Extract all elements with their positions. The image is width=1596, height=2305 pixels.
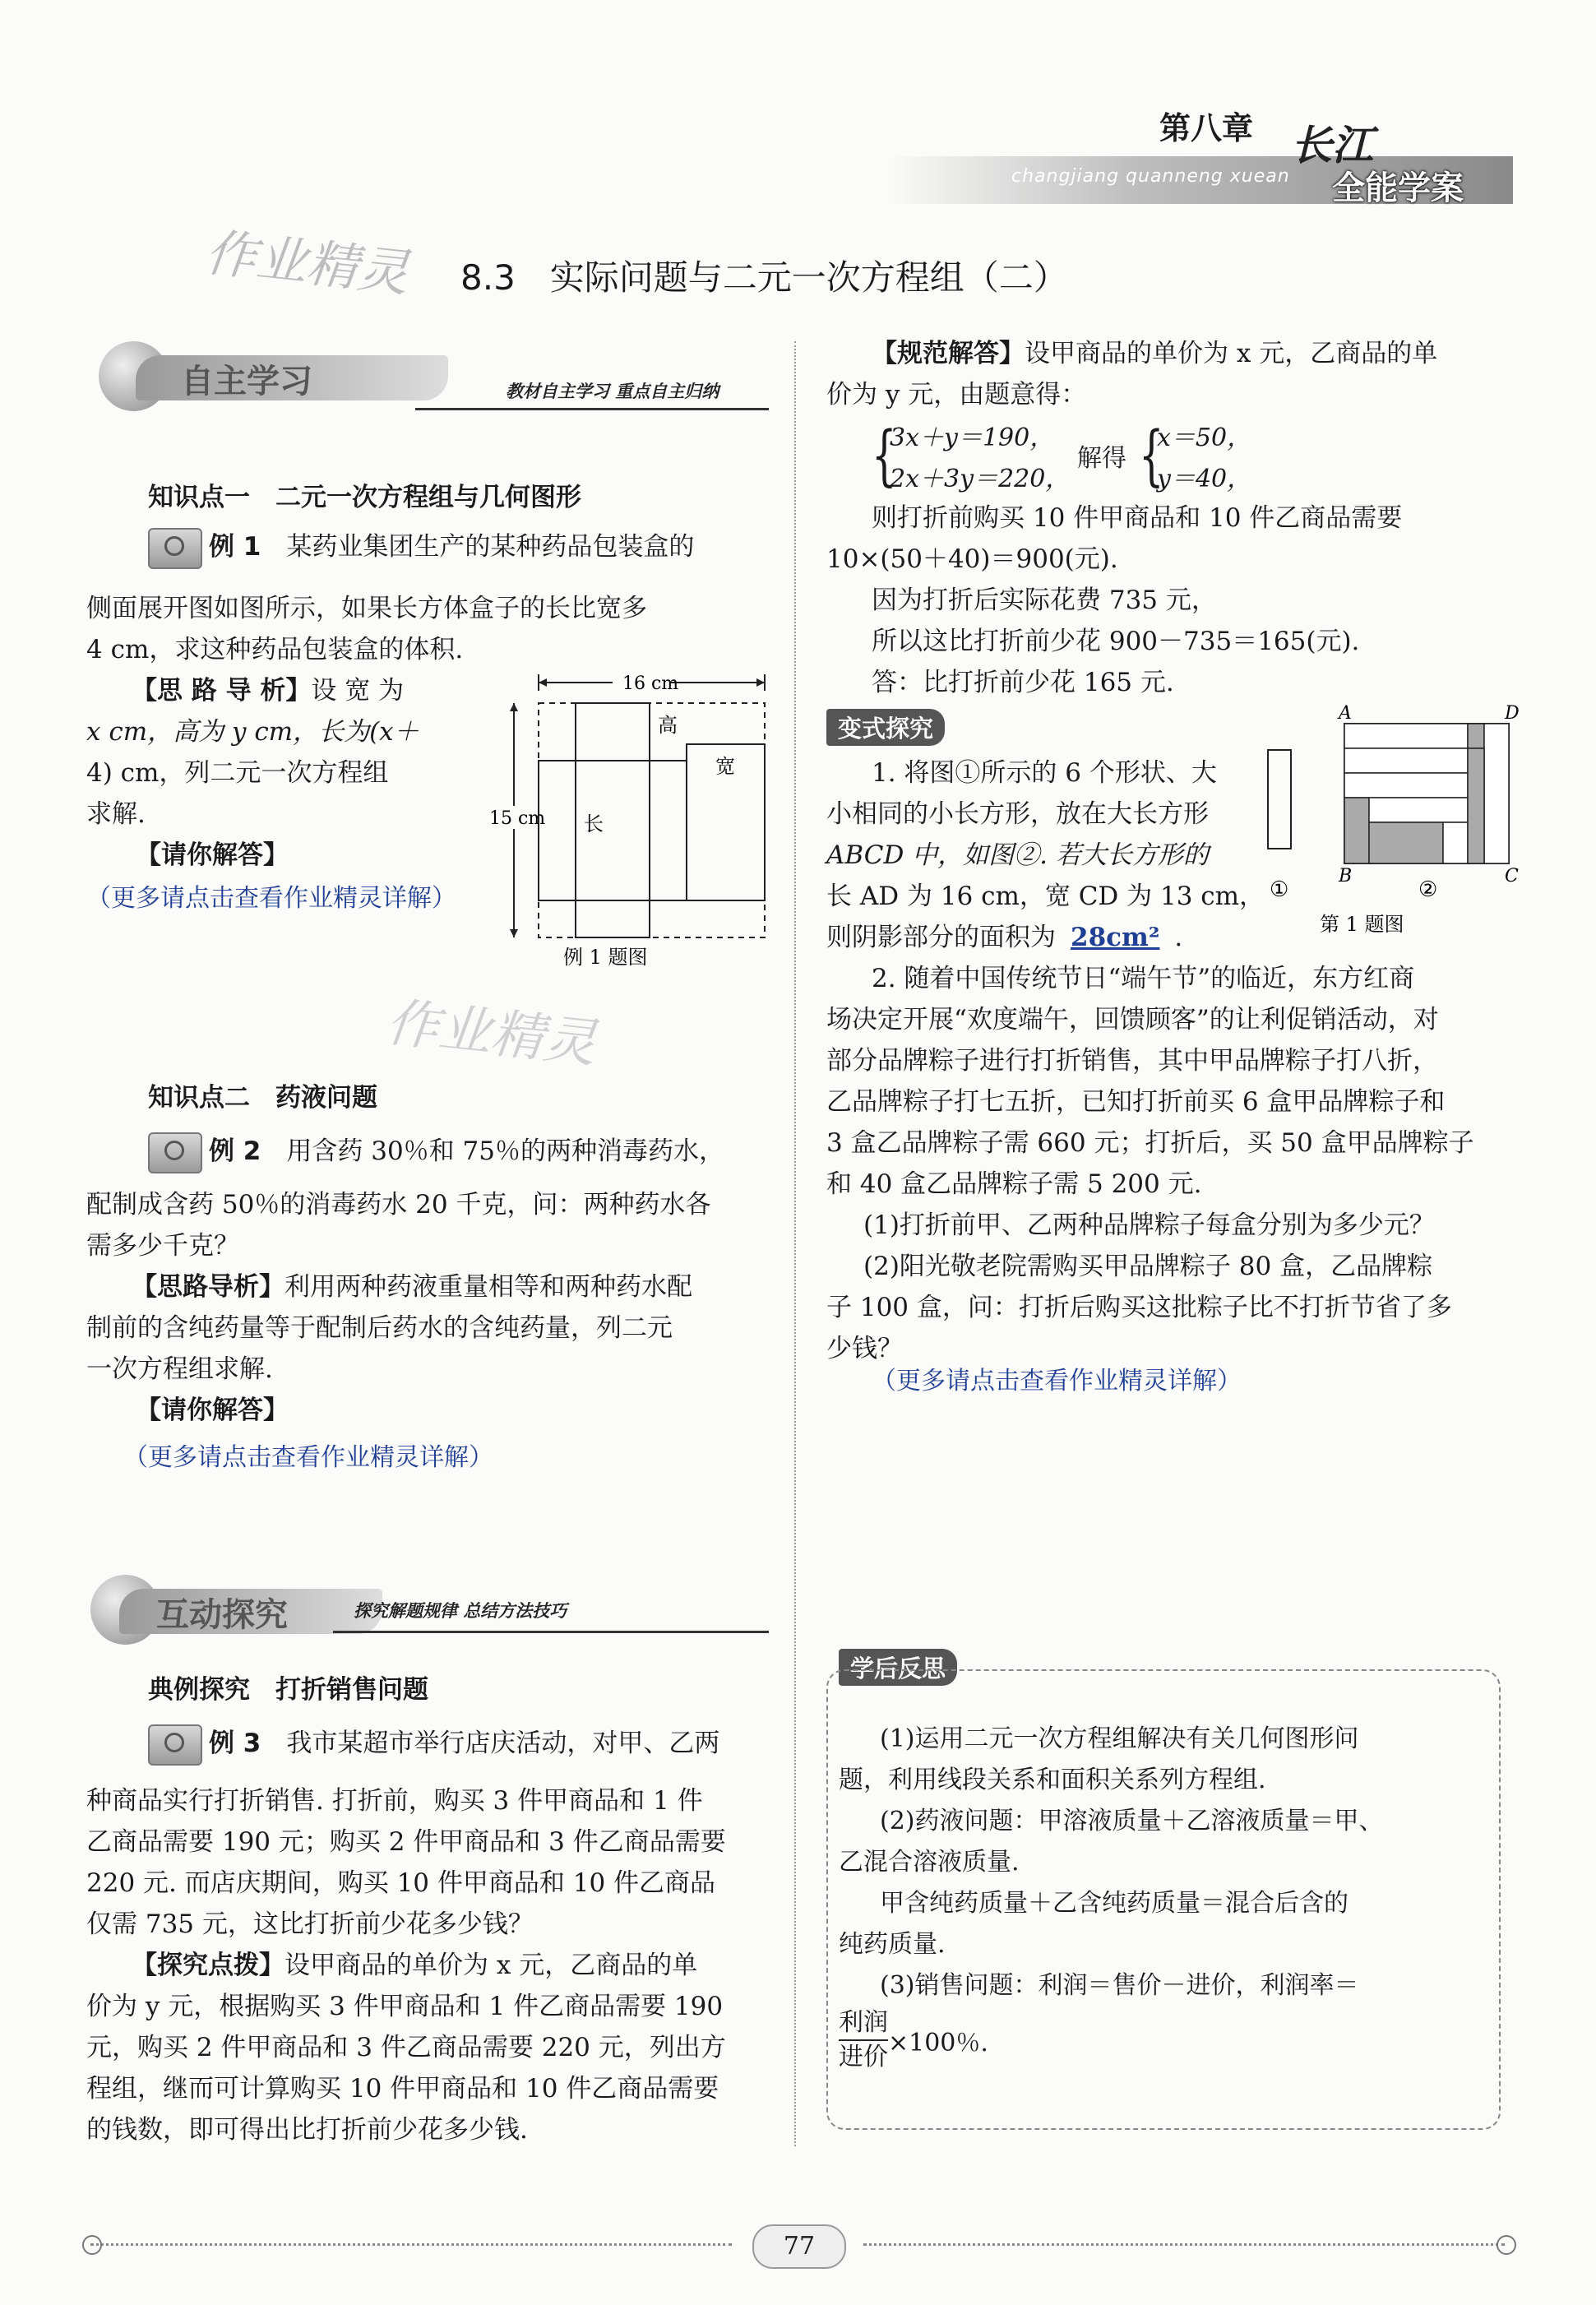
ex2-answer-label: 【请你解答】 [136,1395,289,1425]
fig2-label-1: ① [1270,877,1289,902]
fig1-left-flap [539,761,576,900]
fig1-dashed-outline [539,703,765,937]
page-number-badge [752,2224,846,2269]
page-number: 77 [783,2232,816,2261]
fig1-gao: 高 [658,714,678,737]
q2-line1: 2. 随着中国传统节日“端午节”的临近，东方红商 [872,964,1415,993]
ex3-text2: 种商品实行打折销售. 打折前，购买 3 件甲商品和 1 件 [86,1786,703,1816]
sol-text4: 10×(50＋40)＝900(元). [826,544,1118,574]
reflection-line6: 纯药质量. [839,1930,946,1959]
q1-end: . [1174,923,1183,952]
sol-text6: 所以这比打折前少花 900－735＝165(元). [872,627,1360,656]
watermark-logo-2: 作业精灵 [383,992,599,1076]
fig2-point-d: D [1505,703,1520,724]
ex1-guide4: 求解. [86,799,146,829]
banner-underline [415,408,769,410]
footer-ornament-left [82,2235,102,2255]
q2-line10: 少钱？ [826,1334,903,1363]
fig2-shade-1 [1344,798,1369,863]
ex2-more-link[interactable]: （更多请点击查看作业精灵详解） [123,1443,493,1472]
ex3-tip1: 设甲商品的单价为 x 元，乙商品的单 [285,1951,698,1980]
reflection-line5: 甲含纯药质量＋乙含纯药质量＝混合后含的 [880,1889,1349,1918]
ex1-guide2: x cm，高为 y cm，长为(x＋ [86,717,419,747]
ex3-tip4: 程组，继而可计算购买 10 件甲商品和 10 件乙商品需要 [86,2074,719,2104]
example-icon [148,1724,202,1766]
fig1-top-label: 16 cm [622,673,679,694]
brace-right: { [1139,417,1164,493]
ex3-text1: 我市某超市举行店庆活动，对甲、乙两 [286,1729,720,1758]
ex1-text1: 某药业集团生产的某种药品包装盒的 [286,532,695,562]
q2-line5: 3 盒乙品牌粽子需 660 元；打折后，买 50 盒甲品牌粽子 [826,1128,1474,1158]
ex3-text5: 仅需 735 元，这比打折前少花多少钱？ [86,1909,534,1939]
ex2-text1: 用含药 30％和 75％的两种消毒药水， [286,1136,724,1166]
kp1-title: 知识点一 二元一次方程组与几何图形 [148,483,581,512]
chapter-label: 第八章 [1159,110,1254,146]
fig2-rect-e [1443,822,1468,863]
q2-line7: (1)打折前甲、乙两种品牌粽子每盒分别为多少元？ [863,1210,1435,1240]
brand-logo-top: 长江 [1291,121,1373,169]
watermark-logo: 作业精灵 [202,222,412,303]
ex3-tip3: 元，购买 2 件甲商品和 3 件乙商品需要 220 元，列出方 [86,2033,726,2062]
brand-logo-bottom: 全能学案 [1332,169,1464,207]
q1-line3: ABCD 中，如图②. 若大长方形的 [826,840,1209,870]
sol-text7: 答：比打折前少花 165 元. [872,668,1174,697]
sol-line1 [872,333,1437,374]
variant-more-link[interactable]: （更多请点击查看作业精灵详解） [872,1367,1242,1395]
q2-line4: 乙品牌粽子打七五折，已知打折前买 6 盒甲品牌粽子和 [826,1087,1446,1117]
frac-tail: ×100％. [888,2029,988,2057]
fig2-point-b: B [1339,866,1353,886]
variant-tag: 变式探究 [826,709,945,746]
section-title-zizhu: 自主学习 [181,363,312,400]
ex1-line1 [148,526,694,569]
q1-line2: 小相同的小长方形，放在大长方形 [826,799,1209,829]
brace-left: { [872,417,897,493]
ex2-guide3: 一次方程组求解. [86,1354,273,1384]
section-subtitle-hudong: 探究解题规律 总结方法技巧 [354,1601,567,1621]
fig2-rect-b [1344,748,1468,773]
fig2-caption: 第 1 题图 [1320,913,1404,936]
reflection-line1: (1)运用二元一次方程组解决有关几何图形问 [880,1724,1359,1753]
q2-line3: 部分品牌粽子进行打折销售，其中甲品牌粽子打八折， [826,1046,1438,1076]
q1-line5 [826,917,1182,958]
fig2-shade-3 [1468,724,1484,748]
page-title: 8.3 实际问题与二元一次方程组（二） [460,257,1068,298]
ex3-line1 [148,1723,719,1766]
ex2-guide-label: 【思路导析】 [132,1272,285,1302]
ex2-line1 [148,1131,724,1173]
fig1-chang: 长 [584,812,604,835]
ex1-more-link[interactable]: （更多请点击查看作业精灵详解） [86,884,456,913]
footer-rule-right [863,2243,1505,2246]
ex3-tip2: 价为 y 元，根据购买 3 件甲商品和 1 件乙商品需要 190 [86,1992,724,2021]
fig2-rect-a [1344,724,1468,748]
footer-ornament-right [1497,2235,1516,2255]
reflection-line4: 乙混合溶液质量. [839,1848,1020,1877]
fig2-rect-c [1344,773,1468,798]
fig1-left-label: 15 cm [489,808,546,829]
fig2-label-2: ② [1418,877,1438,902]
section-title-hudong: 互动探究 [156,1596,288,1634]
column-divider [794,341,796,2146]
ex1-guide1: 设 宽 为 [311,676,405,706]
ex1-text3: 4 cm，求这种药品包装盒的体积. [86,635,464,664]
ex1-label: 例 1 [209,532,261,562]
ex3-text4: 220 元. 而店庆期间，购买 10 件甲商品和 10 件乙商品 [86,1868,716,1898]
sol-text1: 设甲商品的单价为 x 元，乙商品的单 [1025,339,1438,368]
ex1-answer-label: 【请你解答】 [136,840,289,870]
banner-underline [333,1631,769,1633]
eq1: 3x＋y＝190， [890,424,1055,452]
fig2-shade-4 [1468,748,1484,863]
ex2-text2: 配制成含药 50％的消毒药水 20 千克，问：两种药水各 [86,1190,711,1220]
solve-word: 解得 [1077,444,1126,473]
fig2-rect-d [1369,798,1468,822]
kp3-title: 典例探究 打折销售问题 [148,1675,428,1705]
fig2-small-rect [1268,750,1291,849]
header [888,86,1513,210]
ex1-guide-label: 【思 路 导 析】 [132,676,312,706]
fig1-kuan: 宽 [715,755,735,778]
fig1-side [650,761,687,900]
q1-line1: 1. 将图①所示的 6 个形状、大 [872,758,1217,788]
fig2-shade-2 [1369,822,1443,863]
ex2-text3: 需多少千克？ [86,1231,239,1261]
frac-denominator: 进价 [839,2043,888,2071]
sol-text3: 则打折前购买 10 件甲商品和 10 件乙商品需要 [872,503,1403,533]
reflection-line2: 题，利用线段关系和面积关系列方程组. [839,1766,1266,1794]
ex3-tip-label: 【探究点拨】 [132,1951,285,1980]
ex2-guide1: 利用两种药液重量相等和两种药水配 [285,1272,692,1302]
sol-text5: 因为打折后实际花费 735 元， [872,586,1217,615]
q2-line8: (2)阳光敬老院需购买甲品牌粽子 80 盒，乙品牌粽 [863,1252,1433,1281]
sol-label: 【规范解答】 [872,339,1025,368]
q1-text5: 则阴影部分的面积为 [826,923,1056,952]
q1-answer: 28cm² [1071,923,1160,952]
header-pinyin: changjiang quanneng xuean [1011,166,1290,187]
q2-line9: 子 100 盒，问：打折后购买这批粽子比不打折节省了多 [826,1293,1452,1322]
q1-line4: 长 AD 为 16 cm，宽 CD 为 13 cm， [826,882,1265,911]
reflection-tag: 学后反思 [839,1649,957,1686]
section-banner-zizhu [86,337,769,428]
eq2: 2x＋3y＝220， [890,465,1071,493]
ex1-text2: 侧面展开图如图所示，如果长方体盒子的长比宽多 [86,594,647,623]
sol-text2: 价为 y 元，由题意得： [826,380,1087,410]
ex2-guide2: 制前的含纯药量等于配制后药水的含纯药量，列二元 [86,1313,673,1343]
footer-rule-left [90,2243,732,2246]
fig2-rect-f [1484,724,1509,863]
section-subtitle-zizhu: 教材自主学习 重点自主归纳 [506,382,719,401]
kp2-title: 知识点二 药液问题 [148,1083,377,1113]
section-banner-hudong [86,1571,769,1661]
example-icon [148,1132,202,1173]
sol2: y＝40， [1157,465,1252,493]
ex2-guide-line1 [132,1266,692,1308]
fig1-bottom-flap [576,900,650,937]
reflection-fraction [839,2006,988,2074]
ex1-guide-line1 [132,670,404,711]
equation-system [872,415,1299,498]
ex1-figure [489,666,781,970]
fig1-top-flap [576,703,650,761]
fig2-point-c: C [1505,866,1519,886]
variant1-figure [1258,699,1521,937]
ex3-label: 例 3 [209,1729,261,1758]
q2-line6: 和 40 盒乙品牌粽子需 5 200 元. [826,1169,1202,1199]
fig2-point-a: A [1339,703,1352,724]
ex3-text3: 乙商品需要 190 元；购买 2 件甲商品和 3 件乙商品需要 [86,1827,726,1857]
fig1-caption: 例 1 题图 [563,946,648,969]
ex1-guide3: 4) cm，列二元一次方程组 [86,758,389,788]
example-icon [148,528,202,569]
ex3-tip-line1 [132,1945,697,1986]
reflection-line7: (3)销售问题：利润＝售价－进价，利润率＝ [880,1971,1359,2000]
frac-numerator: 利润 [839,2006,888,2041]
sol1: x＝50， [1157,424,1252,452]
ex2-label: 例 2 [209,1136,261,1166]
q2-line2: 场决定开展“欢度端午，回馈顾客”的让利促销活动，对 [826,1005,1439,1034]
ex3-tip5: 的钱数，即可得出比打折前少花多少钱. [86,2115,528,2145]
reflection-line3: (2)药液问题：甲溶液质量＋乙溶液质量＝甲、 [880,1807,1384,1835]
